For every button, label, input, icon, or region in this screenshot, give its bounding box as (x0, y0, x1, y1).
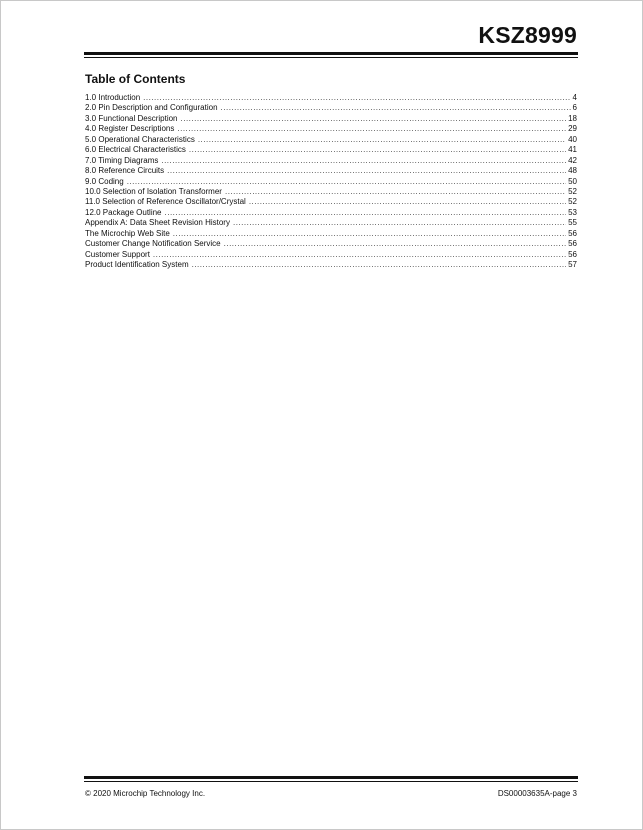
header-rule-thick (84, 52, 578, 55)
toc-heading: Table of Contents (85, 72, 186, 86)
footer-rule-thick (84, 776, 578, 779)
toc-entry-page: 56 (568, 239, 577, 249)
toc-entry[interactable] (85, 229, 577, 239)
toc-entry[interactable] (85, 166, 577, 176)
document-title: KSZ8999 (478, 22, 577, 48)
toc-entry-label: 5.0 Operational Characteristics (85, 134, 195, 144)
toc-dot-leader (177, 124, 566, 134)
toc-entry-page: 55 (568, 218, 577, 228)
toc-dot-leader (143, 93, 570, 103)
toc-entry-label: 8.0 Reference Circuits (85, 166, 165, 176)
toc-entry[interactable] (85, 93, 577, 103)
toc-entry-label: 12.0 Package Outline (85, 207, 162, 217)
toc-dot-leader (192, 260, 566, 270)
toc-entry-page: 52 (568, 197, 577, 207)
toc-entry-label: 4.0 Register Descriptions (85, 124, 175, 134)
toc-entry-page: 40 (568, 134, 577, 144)
toc-dot-leader (225, 187, 566, 197)
toc-dot-leader (161, 156, 566, 166)
toc-entry-label: Appendix A: Data Sheet Revision History (85, 218, 230, 228)
toc-entry-page: 29 (568, 124, 577, 134)
toc-entry-label: 9.0 Coding (85, 176, 124, 186)
toc-entry-label: The Microchip Web Site (85, 228, 170, 238)
table-of-contents (85, 93, 577, 270)
toc-entry-page: 41 (568, 145, 577, 155)
toc-entry[interactable] (85, 103, 577, 113)
toc-entry-label: 11.0 Selection of Reference Oscillator/Crystal (85, 197, 246, 207)
toc-entry[interactable] (85, 239, 577, 249)
toc-dot-leader (173, 229, 566, 239)
toc-entry-page: 53 (568, 207, 577, 217)
toc-dot-leader (189, 145, 566, 155)
footer-page-reference: DS00003635A-page 3 (497, 789, 577, 798)
toc-entry-page: 50 (568, 176, 577, 186)
toc-entry-page: 56 (568, 249, 577, 259)
toc-dot-leader (249, 197, 566, 207)
toc-entry-label: Product Identification System (85, 260, 189, 269)
toc-entry[interactable] (85, 260, 577, 270)
toc-entry[interactable] (85, 156, 577, 166)
toc-dot-leader (165, 208, 567, 218)
toc-dot-leader (233, 218, 566, 228)
toc-entry-page: 52 (568, 186, 577, 196)
toc-dot-leader (221, 103, 571, 113)
toc-entry-label: 6.0 Electrical Characteristics (85, 145, 186, 155)
toc-entry[interactable] (85, 145, 577, 155)
toc-entry[interactable] (85, 250, 577, 260)
toc-entry[interactable] (85, 114, 577, 124)
footer-rule-thin (84, 781, 578, 782)
toc-entry-page: 42 (568, 155, 577, 165)
toc-entry-label: 10.0 Selection of Isolation Transformer (85, 186, 222, 196)
toc-entry[interactable] (85, 187, 577, 197)
toc-entry-page: 56 (568, 228, 577, 238)
toc-entry-page: 6 (572, 103, 577, 113)
toc-dot-leader (127, 177, 566, 187)
toc-entry-label: 1.0 Introduction (85, 93, 141, 102)
toc-entry-label: 7.0 Timing Diagrams (85, 155, 159, 165)
toc-dot-leader (153, 250, 566, 260)
header-rule-thin (84, 57, 578, 58)
toc-entry[interactable] (85, 124, 577, 134)
toc-entry-label: 3.0 Functional Description (85, 113, 178, 123)
toc-entry-page: 57 (568, 260, 577, 269)
toc-entry-label: Customer Support (85, 249, 150, 259)
toc-dot-leader (167, 166, 566, 176)
toc-entry-page: 18 (568, 113, 577, 123)
toc-entry-label: Customer Change Notification Service (85, 239, 221, 249)
footer-copyright: © 2020 Microchip Technology Inc. (85, 789, 206, 798)
toc-entry[interactable] (85, 177, 577, 187)
toc-entry-page: 48 (568, 166, 577, 176)
toc-dot-leader (181, 114, 567, 124)
toc-entry[interactable] (85, 197, 577, 207)
toc-dot-leader (198, 135, 566, 145)
toc-entry[interactable] (85, 135, 577, 145)
toc-entry-page: 4 (572, 93, 577, 102)
toc-entry[interactable] (85, 208, 577, 218)
toc-entry[interactable] (85, 218, 577, 228)
toc-entry-label: 2.0 Pin Description and Configuration (85, 103, 218, 113)
toc-dot-leader (224, 239, 566, 249)
